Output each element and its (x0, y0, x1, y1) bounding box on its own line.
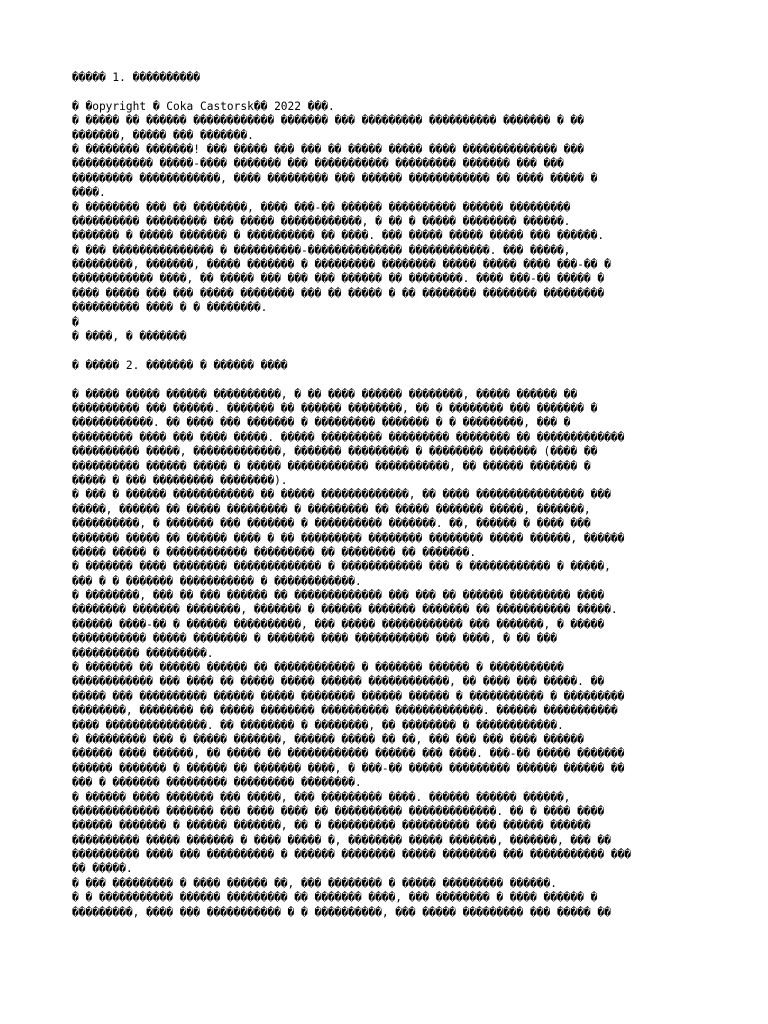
text-line: ����������, � ������� ��� ������� � ���������� �������. ��, ������ � ���� ��� (72, 517, 591, 531)
text-line: � ������� ���� �������� ������������� � ������������ ��� � ������������ � �����, (72, 560, 611, 574)
text-line: �������� ������� ��������, ������� � ������ ������� ������� �� ����������� �����. (72, 603, 618, 617)
blank-line (72, 373, 698, 387)
text-line: � ������ ���� ������� ��� �����, ��� ��������� ����. ������ ������ ������, (72, 790, 571, 804)
text-line: ���������� ���������. (72, 646, 214, 660)
text-line: ������ ����-�� � ������ ����������, ��� ����� ������������ ��� �������, � ����� (72, 617, 605, 631)
text-line: ������ ������� � ������ �� ������� ����, � ���-�� ����� ��������� ������ ������ �� (72, 761, 625, 775)
text-line: � (72, 315, 79, 329)
text-line: � ����� �� ������ ������������ ������� ��� ��������� ���������� ������� � �� (72, 114, 584, 128)
text-line: ����. (72, 186, 106, 200)
text-line: � ��������� ��� � ����� �������, ������ ����� �� ��, ��� ��� ��� ���� ������ (72, 732, 584, 746)
text-line: ���������� ���� ��� ���������� � ������ �������� ����� �������� ��� ����������� ��� (72, 848, 632, 862)
chapter-heading: � ����� 2. ������� � ������ ���� (72, 358, 288, 372)
text-line: � ����� ����� ������ ����������, � �� ���� ������ ��������, ����� ������ �� (72, 387, 578, 401)
text-line: ���������� ����� ������� � ���� ����� �, �������� ����� �������, �������, ��� �� (72, 833, 611, 847)
text-line: ������ ������� � ������ �������, �� � ���������� ���������� ��� ������ ������ (72, 819, 591, 833)
text-line: ���������, �������, ����� ������� � ��������� �������� ����� ����� ���� ���-�� � (72, 258, 611, 272)
text-line: ������� � ����� ������� � ���������� �� ����. ��� ����� ����� ����� ��� ������. (72, 229, 605, 243)
text-line: ������������. �� ���� ��� ������� � ��������� ������� � � ���������, ��� � (72, 416, 571, 430)
text-line: � ��� � ������ ������������ �� ����� �������������, �� ���� ���������������� ��� (72, 488, 611, 502)
text-line: ��� � ������� ��������� ��������� ��������. (72, 776, 362, 790)
text-line: ���� ���������������. �� �������� � ��������, �� �������� � ������������. (72, 718, 564, 732)
text-line: ����������� ����� �������� � ������� ���� ����������� ��� ����, � �� ��� (72, 632, 557, 646)
text-line: ���������� �����, �������������, ������� ��������� � �������� ������� (���� �� (72, 445, 598, 459)
text-line: ����� ��� ���������� ������ ����� �������� ������ ������ � ����������� � ��������� (72, 689, 625, 703)
text-line: � �������� ��� �� ��������, ���� ���-�� ������ ���������� ������ ��������� (72, 200, 571, 214)
text-line: ������������ �����-���� ������� ��� ����������� ��������� ������� ��� ��� (72, 157, 564, 171)
text-line: ����� � ��� ��������� ��������). (72, 473, 288, 487)
text-line: ��������, �������� �� ����� �������� ���������� �������������. ������ ����������� (72, 704, 618, 718)
text-line: ������������� ������� ��� ���� ���� �� ���������� �������������. �� � ���� ���� (72, 804, 605, 818)
text-line: ������������ ����, �� ����� ��� ��� ��� ������ �� ��������. ���� ���-�� ����� � (72, 272, 605, 286)
text-line: ���������, ���� ��� ����������� � � ����������, ��� ����� ��������� ��� ����� �� (72, 905, 611, 919)
text-line: ���� ����� ��� ��� ����� �������� ��� �� ����� � �� �������� �������� ��������� (72, 286, 605, 300)
text-line: � ��� ��������� � ���� ������ ��, ��� �������� � ����� ��������� ������. (72, 876, 557, 890)
text-line: ������� ����� �� ������ ���� � �� ��������� �������� �������� ����� ������, ������ (72, 531, 625, 545)
text-line: � ������� �� ������ ������ �� ������������ � ������� ������ � ����������� (72, 661, 564, 675)
text-line: �����, ������ �� ����� ��������� � ��������� �� ����� ������� �����, �������, (72, 502, 591, 516)
text-line: ������������ ��� ���� �� ����� ����� ������ ������������, �� ���� ��� �����. �� (72, 675, 605, 689)
text-line: ���������� ������ ����� � ����� ������������ �����������, �� ������ ������� � (72, 459, 591, 473)
text-line: � �������� �������! ��� ����� ��� ��� �� ����� ����� ���� �������������� ��� (72, 142, 584, 156)
chapter-heading: ����� 1. ���������� (72, 71, 200, 84)
text-line: � � ����������� ������ ��������� �� ������� ����, ��� �������� � ���� ������ � (72, 891, 598, 905)
text-line: � ��������, ��� �� ��� ������ �� ������������� ��� ��� �� ������ ��������� ���� (72, 589, 605, 603)
text-line: ���������� ���� � � ��������. (72, 301, 268, 315)
text-line: ���������� ��������� ��� ����� ������������, � �� � ����� �������� ������. (72, 214, 571, 228)
text-line: � ����, � ������� (72, 330, 187, 344)
blank-line (72, 85, 698, 99)
document-page (72, 71, 698, 920)
text-line: � �opyright � Coka Castorsk�� 2022 ���. (72, 99, 335, 113)
blank-line (72, 344, 698, 358)
text-line: ��������� ���� ��� ���� �����. ����� ��������� ��������� �������� �� ������������� (72, 430, 625, 444)
text-line: ��� � � ������� ����������� � ������������. (72, 574, 362, 588)
text-line: �������, ����� ��� �������. (72, 128, 254, 142)
text-line: ���������� ��� ������. ������� �� ������ ��������, �� � �������� ��� ������� � (72, 401, 598, 415)
text-line: ����� ����� � ������������ ��������� �� �������� �� �������. (72, 545, 477, 559)
text-line: ��������� ������������, ���� ��������� ��� ������ ������������ �� ���� ����� � (72, 171, 598, 185)
text-line: �� �����. (72, 862, 133, 876)
text-line: � ��� ��������������� � ����������-�������������� ������������. ��� �����, (72, 243, 571, 257)
text-line: ������ ���� ������, �� ����� �� ������������ ������ ��� ����. ���-�� ����� ������� (72, 747, 625, 761)
